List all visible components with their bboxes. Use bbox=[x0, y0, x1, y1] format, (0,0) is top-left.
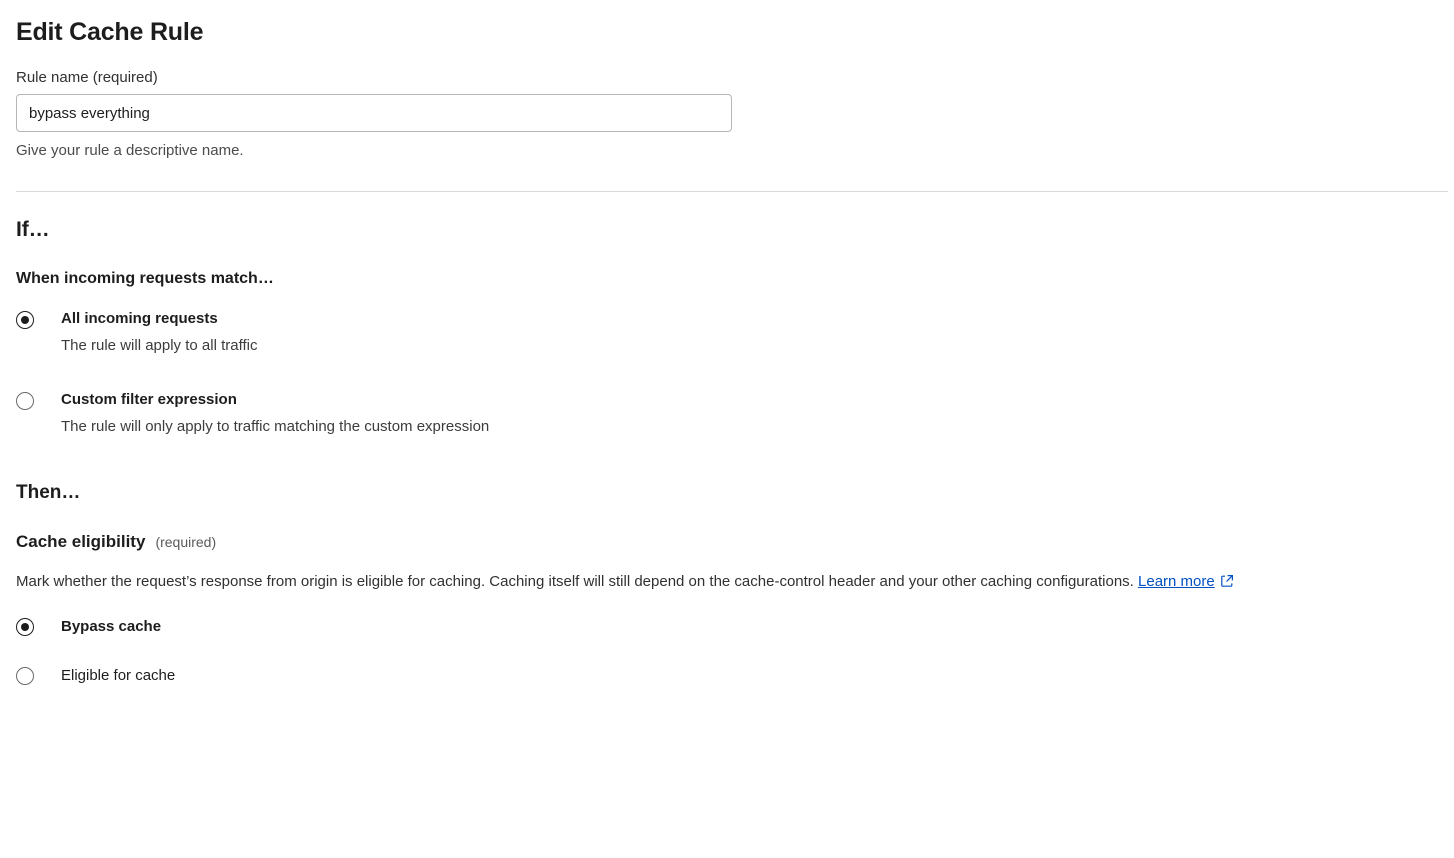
external-link-icon[interactable] bbox=[1220, 571, 1234, 596]
then-section-heading: Then… bbox=[16, 482, 81, 503]
radio-icon-eligible-for-cache[interactable] bbox=[16, 667, 34, 685]
cache-eligibility-title: Cache eligibility bbox=[16, 532, 146, 551]
radio-desc-all-incoming-requests: The rule will apply to all traffic bbox=[61, 337, 258, 354]
radio-icon-all-incoming-requests[interactable] bbox=[16, 311, 34, 329]
if-section-subheading: When incoming requests match… bbox=[16, 270, 274, 287]
radio-label-all-incoming-requests: All incoming requests bbox=[61, 310, 218, 327]
rule-name-label: Rule name (required) bbox=[16, 69, 158, 86]
radio-option-custom-filter-expression[interactable] bbox=[16, 391, 1438, 436]
radio-icon-bypass-cache[interactable] bbox=[16, 618, 34, 636]
cache-eligibility-heading bbox=[16, 532, 1438, 552]
radio-desc-custom-filter-expression: The rule will only apply to traffic matching the custom expression bbox=[61, 418, 490, 435]
if-section-heading: If… bbox=[16, 218, 50, 241]
learn-more-link[interactable]: Learn more bbox=[1138, 573, 1215, 590]
cache-eligibility-description-text: Mark whether the request’s response from origin is eligible for caching. Caching itself will still depend on the cache-control header and your other caching configurations. bbox=[16, 573, 1134, 590]
incoming-requests-radio-group bbox=[16, 310, 1438, 436]
radio-option-all-incoming-requests[interactable] bbox=[16, 310, 1438, 355]
radio-option-eligible-for-cache[interactable] bbox=[16, 666, 1438, 685]
rule-name-input[interactable] bbox=[16, 94, 732, 132]
radio-label-bypass-cache: Bypass cache bbox=[61, 618, 162, 635]
section-divider bbox=[16, 191, 1448, 192]
cache-eligibility-required: (required) bbox=[155, 534, 217, 550]
cache-eligibility-radio-group bbox=[16, 617, 1438, 685]
cache-eligibility-description bbox=[16, 569, 1438, 596]
radio-option-bypass-cache[interactable] bbox=[16, 617, 1438, 636]
radio-label-eligible-for-cache: Eligible for cache bbox=[61, 667, 176, 684]
page-title: Edit Cache Rule bbox=[16, 18, 204, 46]
radio-icon-custom-filter-expression[interactable] bbox=[16, 392, 34, 410]
rule-name-helper: Give your rule a descriptive name. bbox=[16, 142, 244, 159]
radio-label-custom-filter-expression: Custom filter expression bbox=[61, 391, 237, 408]
